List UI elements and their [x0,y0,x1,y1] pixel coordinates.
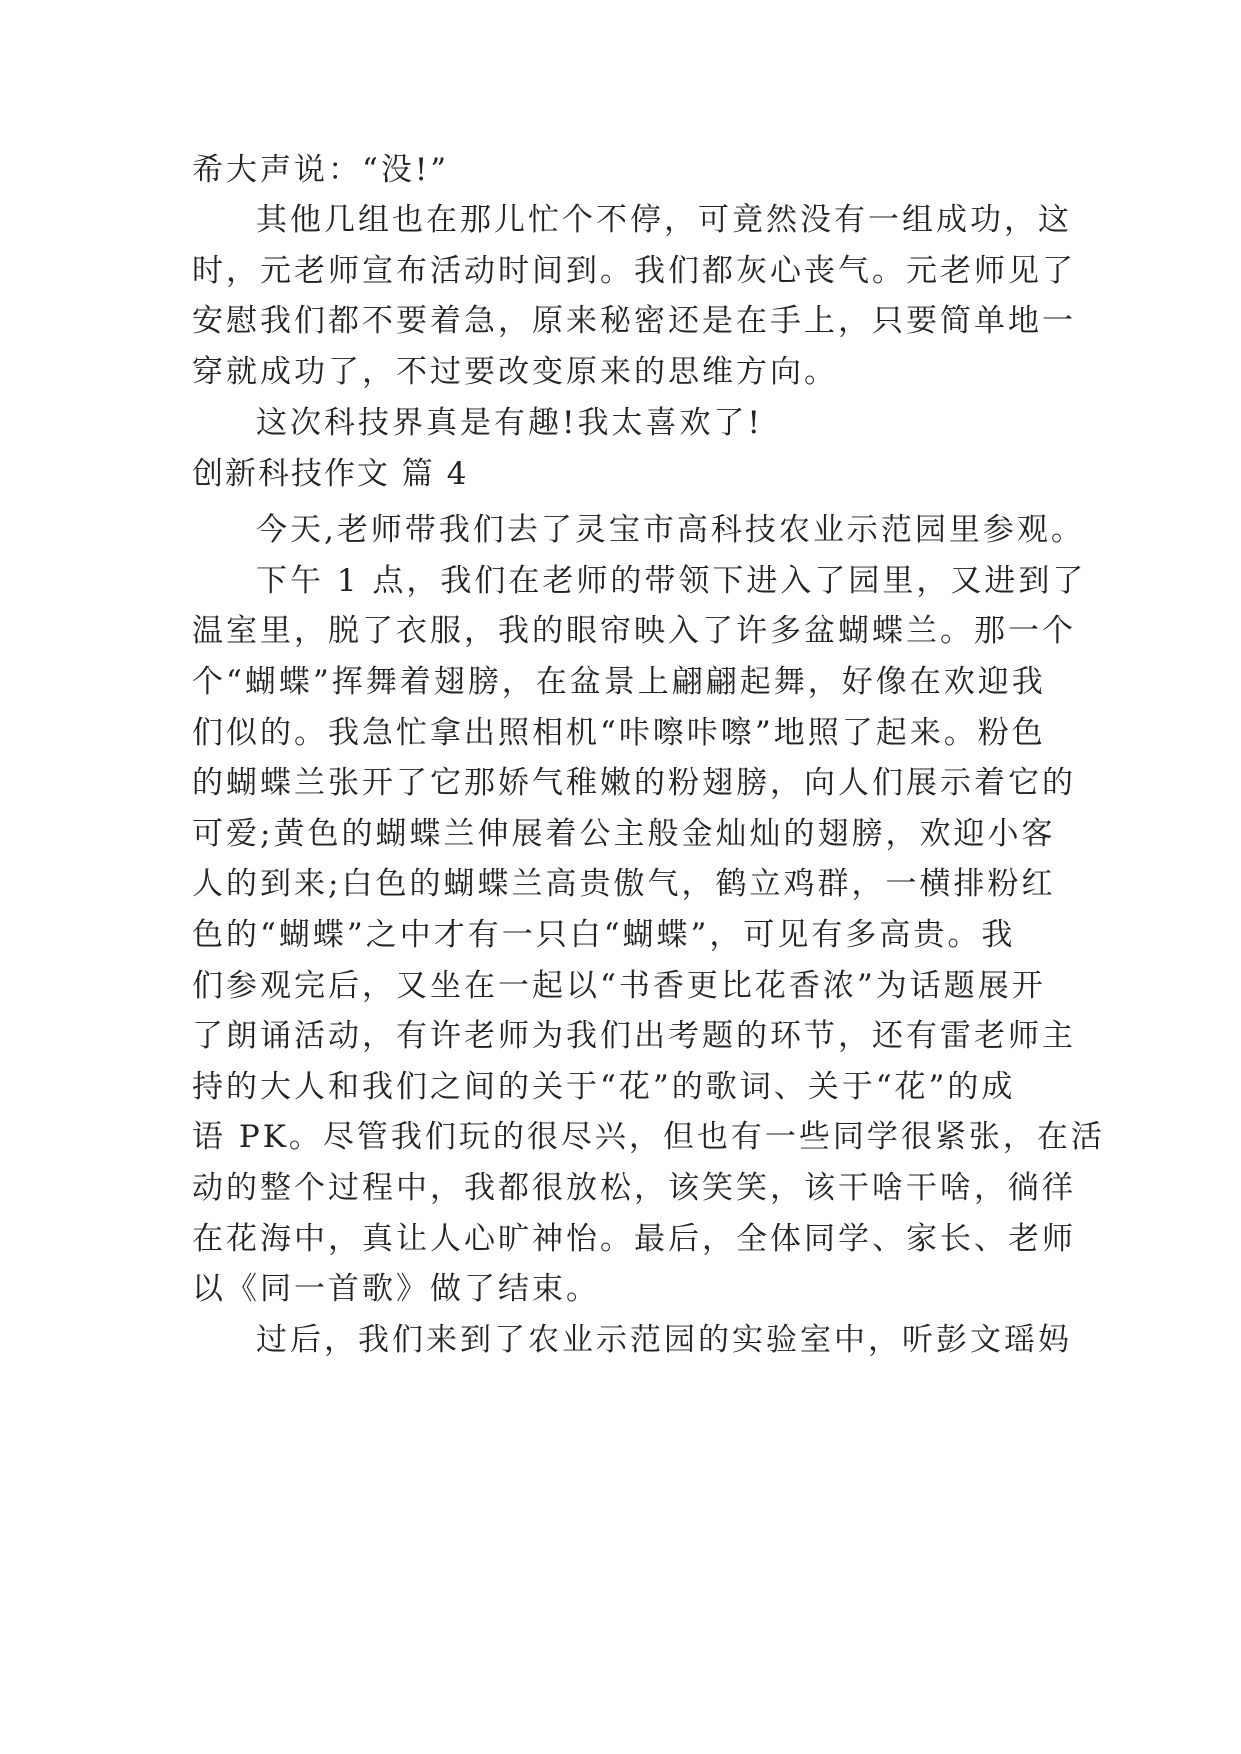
paragraph-line: 持的大人和我们之间的关于“花”的歌词、关于“花”的成 [192,1069,1016,1105]
paragraph-line: 了朗诵活动，有许老师为我们出考题的环节，还有雷老师主 [192,1018,1076,1054]
paragraph-line: 在花海中，真让人心旷神怡。最后，全体同学、家长、老师 [192,1221,1076,1257]
paragraph-line: 语 PK。尽管我们玩的很尽兴，但也有一些同学很紧张，在活 [192,1119,1105,1155]
paragraph-line: 温室里，脱了衣服，我的眼帘映入了许多盆蝴蝶兰。那一个 [192,613,1076,649]
paragraph-line: 希大声说：“没!” [192,152,450,188]
paragraph-line: 个“蝴蝶”挥舞着翅膀，在盆景上翩翩起舞，好像在欢迎我 [192,664,1046,700]
paragraph-line: 安慰我们都不要着急，原来秘密还是在手上，只要简单地一 [192,303,1076,339]
paragraph-line: 今天,老师带我们去了灵宝市高科技农业示范园里参观。 [256,512,1085,548]
paragraph-line: 色的“蝴蝶”之中才有一只白“蝴蝶”，可见有多高贵。我 [192,917,1016,953]
paragraph-line: 动的整个过程中，我都很放松，该笑笑，该干啥干啥，徜徉 [192,1170,1076,1206]
section-heading: 创新科技作文 篇 4 [192,456,469,492]
paragraph-line: 可爱;黄色的蝴蝶兰伸展着公主般金灿灿的翅膀，欢迎小客 [192,816,1056,852]
paragraph-line: 们参观完后，又坐在一起以“书香更比花香浓”为话题展开 [192,968,1046,1004]
paragraph-line: 下午 1 点，我们在老师的带领下进入了园里，又进到了 [256,563,1087,599]
paragraph-line: 这次科技界真是有趣!我太喜欢了! [256,405,763,441]
paragraph-line: 人的到来;白色的蝴蝶兰高贵傲气，鹤立鸡群，一横排粉红 [192,866,1056,902]
paragraph-line: 过后，我们来到了农业示范园的实验室中，听彭文瑶妈 [256,1322,1072,1358]
paragraph-line: 以《同一首歌》做了结束。 [192,1271,600,1307]
paragraph-line: 时，元老师宣布活动时间到。我们都灰心丧气。元老师见了 [192,253,1076,289]
paragraph-line: 穿就成功了，不过要改变原来的思维方向。 [192,354,838,390]
paragraph-line: 其他几组也在那儿忙个不停，可竟然没有一组成功，这 [256,202,1072,238]
paragraph-line: 的蝴蝶兰张开了它那娇气稚嫩的粉翅膀，向人们展示着它的 [192,765,1076,801]
paragraph-line: 们似的。我急忙拿出照相机“咔嚓咔嚓”地照了起来。粉色 [192,715,1046,751]
